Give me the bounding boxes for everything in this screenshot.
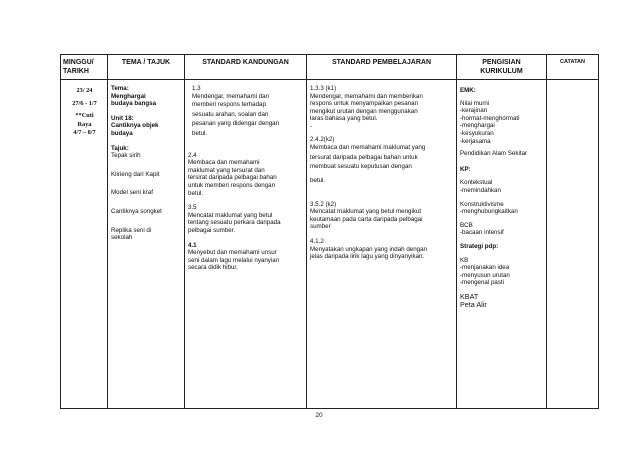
lesson-plan-table <box>60 54 599 409</box>
header-pengisian: PENGISIAN KURIKULUM <box>457 55 547 80</box>
unit-value-2: budaya <box>111 129 133 137</box>
kp-item-4: -menghubungkaitkan <box>460 208 518 216</box>
kp-item-1: Kontekstual <box>460 179 493 187</box>
pembelajaran-1: 1.3.3 (k1) Mendengar, memahami dan memberikan respons untuk menyampaikan pesanan mengikut urutan dengan menggunakan laras bahasa yang betul. - <box>310 85 423 130</box>
week-number: 23/ 24 <box>76 87 93 94</box>
holiday-note: **Cuti <box>75 112 94 120</box>
bcb-label: BCB <box>460 221 473 229</box>
cell-catatan <box>547 80 599 409</box>
header-tema: TEMA / TAJUK <box>108 55 185 80</box>
tajuk-item-4: Cantiknya songket <box>111 207 162 215</box>
header-pembelajaran: STANDARD PEMBELAJARAN <box>307 55 457 80</box>
tema-value-2: budaya bangsa <box>111 100 157 108</box>
tajuk-item-5: Replika seni di sekolah <box>111 226 152 242</box>
kb-item-3: -mengenal pasti <box>460 279 505 287</box>
nilai-item-2: -hormat-menghormati <box>460 114 520 122</box>
kandungan-2: 2.4 Membaca dan memahami maklumat yang tersurat dan tersirat daripada pelbagai bahan untuk memberi respons dengan betul. <box>188 151 277 197</box>
week-date: 27/6 - 1/7 <box>72 99 97 107</box>
cell-minggu <box>61 80 108 409</box>
nilai-item-5: -kerjasama <box>460 137 491 145</box>
tajuk-label: Tajuk: <box>111 144 129 152</box>
cell-pengisian <box>457 80 547 409</box>
pembelajaran-2: 2.4.2(k2) Membaca dan memahami maklumat yang tersurat daripada pelbagai bahan untuk membuat sesuatu keputusan dengan betul. <box>310 135 426 184</box>
header-minggu: MINGGU/ TARIKH <box>61 55 108 80</box>
tajuk-item-1: Tepak sirih <box>111 152 141 160</box>
kp-item-3: Konstruktivisme <box>460 200 504 208</box>
unit-label: Unit 18: <box>111 114 134 122</box>
kb-item-1: -menjanakan idea <box>460 264 510 272</box>
nilai-murni: Nilai murni <box>460 99 490 107</box>
kandungan-3: 3.5 Mencatat maklumat yang betul tentang sesuatu perkara daripada pelbagai sumber. <box>188 204 281 234</box>
nilai-item-3: -menghargai <box>460 122 495 130</box>
cell-tema <box>108 80 185 409</box>
pembelajaran-3: 3.5.2 (k2) Mencatat maklumat yang betul mengikut keutamaan pada carta daripada pelbagai sumber <box>310 200 423 231</box>
kandungan-4: 4.1 Menyebut dan memahami unsur seni dalam lagu melalui nyanyian secara didik hibur. <box>188 241 280 272</box>
strategi-label: Strategi pdp: <box>460 242 499 250</box>
kbat-label: KBAT <box>460 291 479 301</box>
bcb-item: -bacaan intensif <box>460 229 504 237</box>
nilai-item-1: -kerajinan <box>460 107 488 115</box>
holiday-date: 4/7 – 8/7 <box>73 129 96 137</box>
pas-item: Pendidikan Alam Sekitar <box>460 150 528 158</box>
kp-label: KP: <box>460 165 471 173</box>
tajuk-item-3: Model seni kraf <box>111 189 153 197</box>
emk-label: EMK: <box>460 87 476 94</box>
content-row <box>61 80 599 409</box>
kp-item-2: -memindahkan <box>460 186 501 194</box>
holiday-name: Raya <box>77 120 92 128</box>
kandungan-1: 1.3 Mendengar, memahami dan memberi respons terhadap sesuatu arahan, soalan dan pesanan yang didengar dengan betul. <box>192 85 280 137</box>
cell-kandungan <box>185 80 307 409</box>
kb-label: KB <box>460 256 469 264</box>
pembelajaran-4: 4.1.2 Menyatakan ungkapan yang indah dengan jelas daripada lirik lagu yang dinyanyikan. <box>310 237 427 261</box>
kbat-item: Peta Alir <box>460 300 487 310</box>
nilai-item-4: -kesyukuran <box>460 129 494 137</box>
header-catatan: CATATAN <box>547 55 599 80</box>
tema-value-1: Menghargai <box>111 92 146 100</box>
tajuk-item-2: Klirieng dari Kapit <box>111 170 160 178</box>
header-kandungan: STANDARD KANDUNGAN <box>185 55 307 80</box>
page-number: 20 <box>315 412 323 419</box>
tema-label: Tema: <box>111 85 129 92</box>
header-row <box>61 55 599 80</box>
unit-value-1: Cantiknya objek <box>111 122 159 130</box>
cell-pembelajaran <box>307 80 457 409</box>
kb-item-2: -menyusun urutan <box>460 271 510 279</box>
